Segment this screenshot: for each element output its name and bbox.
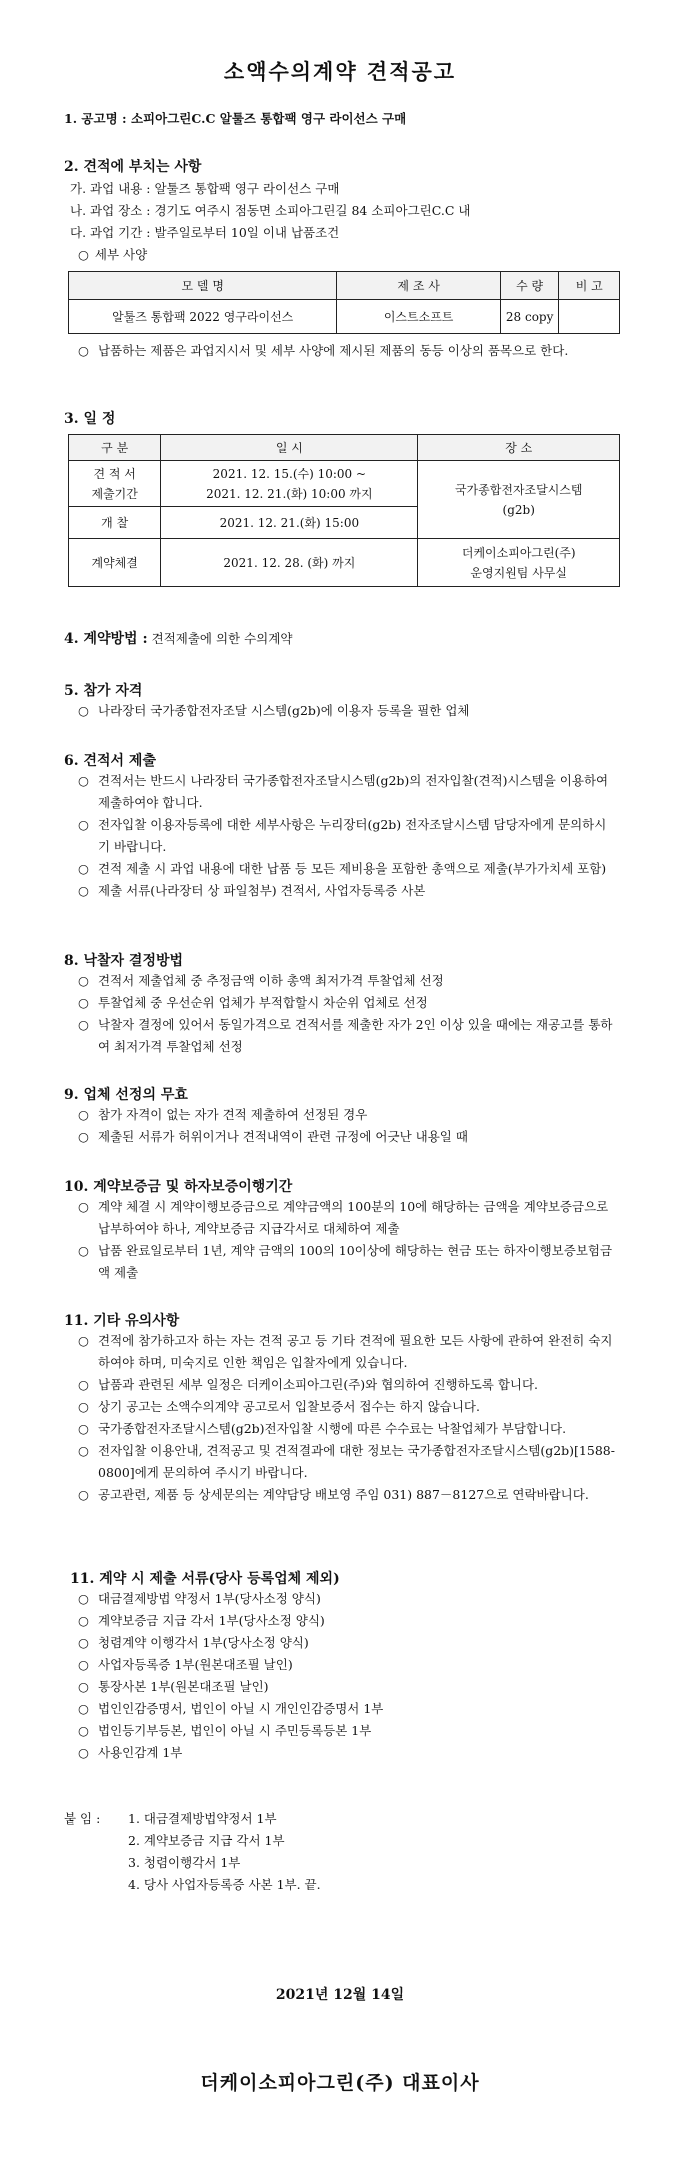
section-8-item-text: 견적서 제출업체 중 추정금액 이하 총액 최저가격 투찰업체 선정 (98, 973, 444, 988)
section-10-item (78, 1196, 618, 1240)
bullet-icon: ○ (78, 1443, 89, 1458)
attachments-label: 붙 임 : (64, 1811, 101, 1826)
schedule-date: 2021. 12. 21.(화) 15:00 (161, 507, 418, 539)
section-5-heading: 5. 참가 자격 (64, 683, 143, 699)
section-11a-item-text: 전자입찰 이용안내, 견적공고 및 견적결과에 대한 정보는 국가종합전자조달시스템(g2b)[1588-0800]에게 문의하여 주시기 바랍니다. (98, 1443, 615, 1480)
bullet-icon: ○ (78, 1377, 89, 1392)
section-11a-item-text: 공고관련, 제품 등 상세문의는 계약담당 배보영 주임 031) 887－8127으로 연락바랍니다. (98, 1487, 589, 1502)
schedule-header (69, 435, 620, 461)
schedule-header-type: 구 분 (69, 435, 161, 461)
section-11b-item-text: 사업자등록증 1부(원본대조필 날인) (98, 1657, 293, 1672)
section-9-item-text: 참가 자격이 없는 자가 견적 제출하여 선정된 경우 (98, 1107, 368, 1122)
section-10-item (78, 1240, 618, 1284)
section-11a-item-text: 국가종합전자조달시스템(g2b)전자입찰 시행에 따른 수수료는 낙찰업체가 부담합니다. (98, 1421, 567, 1436)
bullet-icon: ○ (78, 773, 89, 788)
section-4 (64, 628, 292, 650)
section-9-list (78, 1104, 618, 1148)
section-10-list (78, 1196, 618, 1284)
bullet-icon: ○ (78, 1487, 89, 1502)
spec-header-qty: 수 량 (500, 272, 559, 300)
schedule-row-submit (69, 461, 620, 507)
section-11b-item-text: 통장사본 1부(원본대조필 날인) (98, 1679, 269, 1694)
section-2-line: 나. 과업 장소 : 경기도 여주시 점동면 소피아그린길 84 소피아그린C.C 내 (70, 203, 471, 218)
section-11b-item (78, 1720, 618, 1742)
bullet-icon: ○ (78, 1017, 89, 1032)
spec-cell-model: 알툴즈 통합팩 2022 영구라이선스 (69, 300, 337, 334)
section-6-item (78, 770, 618, 814)
section-11a-item (78, 1418, 618, 1440)
section-11a-list (78, 1330, 618, 1506)
spec-cell-note (559, 300, 620, 334)
schedule-header-date: 일 시 (161, 435, 418, 461)
attachment-item: 4. 당사 사업자등록증 사본 1부. 끝. (128, 1877, 321, 1892)
section-9-item (78, 1126, 618, 1148)
bullet-icon: ○ (78, 1399, 89, 1414)
spec-header-note: 비 고 (559, 272, 620, 300)
section-2-heading: 2. 견적에 부치는 사항 (64, 159, 202, 175)
section-11b-item (78, 1588, 618, 1610)
bullet-icon: ○ (78, 973, 89, 988)
bullet-icon: ○ (78, 861, 89, 876)
section-11a-item-text: 상기 공고는 소액수의계약 공고로서 입찰보증서 접수는 하지 않습니다. (98, 1399, 480, 1414)
section-11b-item (78, 1654, 618, 1676)
attachment-item: 1. 대금결제방법약정서 1부 (128, 1811, 277, 1826)
bullet-icon: ○ (78, 1199, 89, 1214)
section-11a-item (78, 1396, 618, 1418)
bullet-icon: ○ (78, 1635, 89, 1650)
section-8-item (78, 970, 618, 992)
section-11a-item (78, 1374, 618, 1396)
spec-cell-maker: 이스트소프트 (337, 300, 500, 334)
bullet-icon: ○ (78, 1657, 89, 1672)
section-6-item (78, 814, 618, 858)
signature: 더케이소피아그린(주) 대표이사 (200, 2072, 480, 2094)
section-11b-item (78, 1698, 618, 1720)
bullet-icon: ○ (78, 1701, 89, 1716)
schedule-label: 계약체결 (69, 539, 161, 587)
section-1-label: 공고명 : (81, 111, 127, 126)
section-8-item-text: 낙찰자 결정에 있어서 동일가격으로 견적서를 제출한 자가 2인 이상 있을 때에는 재공고를 통하여 최저가격 투찰업체 선정 (98, 1017, 613, 1054)
section-9-item (78, 1104, 618, 1126)
bullet-icon: ○ (78, 1129, 89, 1144)
bullet-icon: ○ (78, 817, 89, 832)
section-8-list (78, 970, 618, 1058)
bullet-icon: ○ (78, 1333, 89, 1348)
section-11b-item-text: 대금결제방법 약정서 1부(당사소정 양식) (98, 1591, 321, 1606)
bullet-icon: ○ (78, 1243, 89, 1258)
section-2-line: 다. 과업 기간 : 발주일로부터 10일 이내 납품조건 (70, 225, 340, 240)
section-6-list (78, 770, 618, 902)
section-2-line: 가. 과업 내용 : 알툴즈 통합팩 영구 라이선스 구매 (70, 181, 340, 196)
section-10-item-text: 납품 완료일로부터 1년, 계약 금액의 100의 10이상에 해당하는 현금 또는 하자이행보증보험금액 제출 (98, 1243, 613, 1280)
section-11b-item (78, 1742, 618, 1764)
schedule-place: 더케이소피아그린(주) 운영지원팀 사무실 (418, 539, 620, 587)
spec-table-header (69, 272, 620, 300)
schedule-date: 2021. 12. 28. (화) 까지 (161, 539, 418, 587)
section-6-item (78, 858, 618, 880)
bullet-icon: ○ (78, 1421, 89, 1436)
section-4-heading: 4. 계약방법 : (64, 631, 148, 647)
spec-table (68, 271, 620, 334)
bullet-icon: ○ (78, 1679, 89, 1694)
section-11b-heading: 11. 계약 시 제출 서류(당사 등록업체 제외) (70, 1571, 340, 1587)
schedule-place: 국가종합전자조달시스템 (g2b) (418, 461, 620, 539)
section-11b-item-text: 계약보증금 지급 각서 1부(당사소정 양식) (98, 1613, 325, 1628)
section-9-heading: 9. 업체 선정의 무효 (64, 1087, 188, 1103)
notice-date: 2021년 12월 14일 (275, 1987, 405, 2003)
section-6-item-text: 전자입찰 이용자등록에 대한 세부사항은 누리장터(g2b) 전자조달시스템 담당자에게 문의하시기 바랍니다. (98, 817, 607, 854)
section-6-heading: 6. 견적서 제출 (64, 753, 156, 769)
spec-cell-qty: 28 copy (500, 300, 559, 334)
section-11a-item (78, 1484, 618, 1506)
schedule-header-place: 장 소 (418, 435, 620, 461)
section-11a-heading: 11. 기타 유의사항 (64, 1313, 180, 1329)
section-11b-item (78, 1632, 618, 1654)
schedule-date: 2021. 12. 15.(수) 10:00 ~ 2021. 12. 21.(화) 10:00 까지 (161, 461, 418, 507)
spec-label (70, 244, 470, 266)
section-8-heading: 8. 낙찰자 결정방법 (64, 953, 184, 969)
section-11b-item-text: 청렴계약 이행각서 1부(당사소정 양식) (98, 1635, 309, 1650)
bullet-icon: ○ (78, 995, 89, 1010)
section-11a-item (78, 1440, 618, 1484)
section-9-item-text: 제출된 서류가 허위이거나 견적내역이 관련 규정에 어긋난 내용일 때 (98, 1129, 468, 1144)
section-8-item (78, 992, 618, 1014)
section-6-item (78, 880, 618, 902)
spec-note (78, 340, 638, 362)
bullet-icon: ○ (78, 1723, 89, 1738)
section-8-item (78, 1014, 618, 1058)
section-11b-item (78, 1610, 618, 1632)
bullet-icon: ○ (78, 247, 89, 262)
section-5-item-text: 나라장터 국가종합전자조달 시스템(g2b)에 이용자 등록을 필한 업체 (98, 703, 470, 718)
bullet-icon: ○ (78, 1107, 89, 1122)
section-3-heading: 3. 일 정 (64, 411, 116, 427)
bullet-icon: ○ (78, 1591, 89, 1606)
section-11b-item-text: 법인인감증명서, 법인이 아닐 시 개인인감증명서 1부 (98, 1701, 384, 1716)
section-1-number: 1. (64, 111, 78, 126)
section-10-heading: 10. 계약보증금 및 하자보증이행기간 (64, 1179, 293, 1195)
schedule-label: 개 찰 (69, 507, 161, 539)
section-1 (64, 108, 406, 130)
spec-header-model: 모 델 명 (69, 272, 337, 300)
bullet-icon: ○ (78, 703, 89, 718)
section-11b-item (78, 1676, 618, 1698)
schedule-table (68, 434, 620, 587)
section-2-lines (70, 178, 470, 266)
bullet-icon: ○ (78, 1613, 89, 1628)
section-11a-item (78, 1330, 618, 1374)
section-4-value: 견적제출에 의한 수의계약 (151, 631, 293, 646)
attachment-item: 2. 계약보증금 지급 각서 1부 (128, 1833, 285, 1848)
bullet-icon: ○ (78, 883, 89, 898)
section-11b-item-text: 법인등기부등본, 법인이 아닐 시 주민등록등본 1부 (98, 1723, 372, 1738)
section-1-value: 소피아그린C.C 알툴즈 통합팩 영구 라이선스 구매 (130, 111, 407, 126)
spec-table-row (69, 300, 620, 334)
section-11b-list (78, 1588, 618, 1764)
attachments-list (128, 1808, 321, 1896)
bullet-icon: ○ (78, 343, 89, 358)
schedule-row-contract (69, 539, 620, 587)
section-11b-item-text: 사용인감계 1부 (98, 1745, 183, 1760)
section-10-item-text: 계약 체결 시 계약이행보증금으로 계약금액의 100분의 10에 해당하는 금액을 계약보증금으로 납부하여야 하나, 계약보증금 지급각서로 대체하여 제출 (98, 1199, 609, 1236)
attachment-item: 3. 청렴이행각서 1부 (128, 1855, 241, 1870)
section-6-item-text: 제출 서류(나라장터 상 파일첨부) 견적서, 사업자등록증 사본 (98, 883, 426, 898)
spec-label-text: 세부 사양 (94, 247, 148, 262)
schedule-label: 견 적 서 제출기간 (69, 461, 161, 507)
section-6-item-text: 견적 제출 시 과업 내용에 대한 납품 등 모든 제비용을 포함한 총액으로 제출(부가가치세 포함) (98, 861, 607, 876)
spec-header-maker: 제 조 사 (337, 272, 500, 300)
section-6-item-text: 견적서는 반드시 나라장터 국가종합전자조달시스템(g2b)의 전자입찰(견적)시스템을 이용하여 제출하여야 합니다. (98, 773, 609, 810)
document-title: 소액수의계약 견적공고 (223, 59, 457, 84)
section-11a-item-text: 납품과 관련된 세부 일정은 더케이소피아그린(주)와 협의하여 진행하도록 합니다. (98, 1377, 539, 1392)
section-5-item (78, 700, 638, 722)
spec-note-text: 납품하는 제품은 과업지시서 및 세부 사양에 제시된 제품의 동등 이상의 품목으로 한다. (98, 343, 569, 358)
section-11a-item-text: 견적에 참가하고자 하는 자는 견적 공고 등 기타 견적에 필요한 모든 사항에 관하여 완전히 숙지하여야 하며, 미숙지로 인한 책임은 입찰자에게 있습니다. (98, 1333, 613, 1370)
section-8-item-text: 투찰업체 중 우선순위 업체가 부적합할시 차순위 업체로 선정 (98, 995, 428, 1010)
bullet-icon: ○ (78, 1745, 89, 1760)
